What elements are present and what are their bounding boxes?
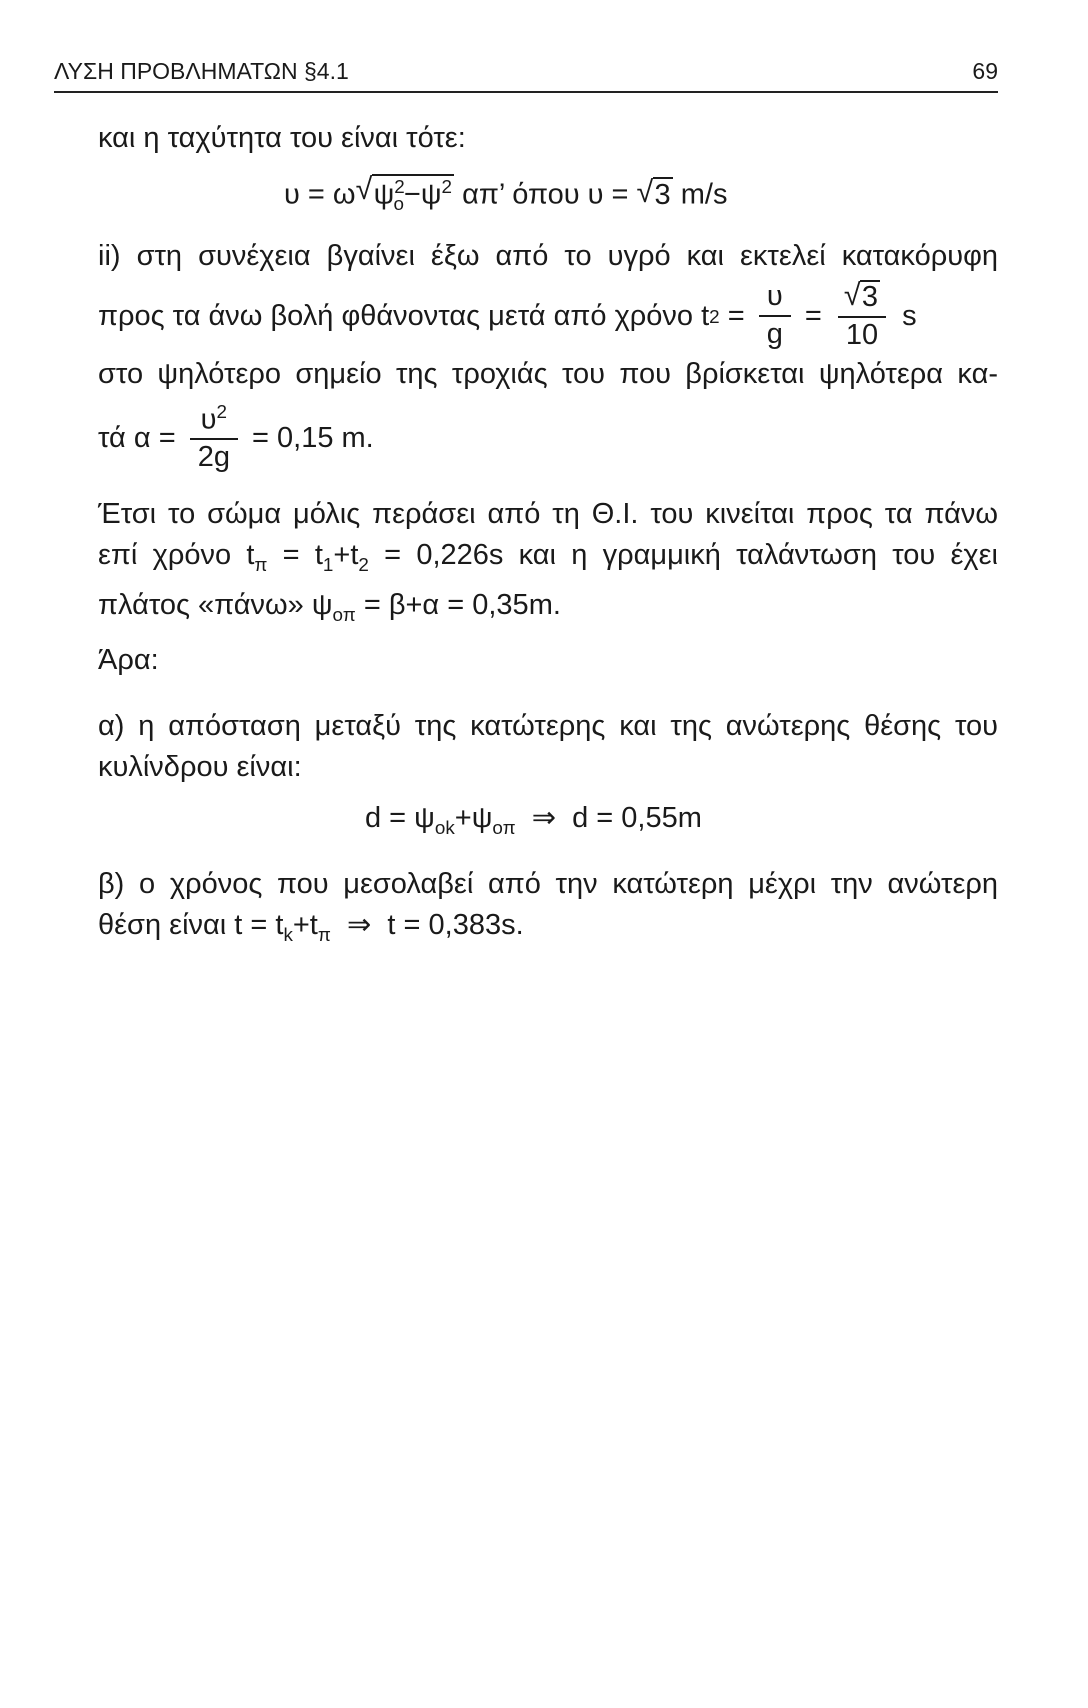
eq-sub: o [393, 193, 404, 215]
eq-text: +t [333, 539, 359, 571]
page-number: 69 [972, 58, 998, 84]
eq-sub: k [283, 923, 293, 945]
eq-text: −ψ [403, 178, 442, 211]
eq-text: πλάτος «πάνω» ψ [98, 588, 333, 621]
eq-sup: 2 [441, 176, 453, 197]
paragraph-ii-line4 [98, 398, 998, 478]
eq-text: ⇒ d = 0,55m [515, 802, 702, 834]
eq-sub: 2 [709, 305, 720, 327]
eq-text: = 0,226s και η γραμμική ταλάντωση του έχει [368, 539, 999, 571]
eq-text: υ = ω [284, 178, 356, 211]
frac-num: υ [766, 280, 783, 313]
header-title: ΛΥΣΗ ΠΡΟΒΛΗΜΑΤΩΝ §4.1 [54, 58, 349, 84]
eq-sub: οπ [332, 603, 356, 625]
eq-text: d = ψ [365, 802, 435, 834]
sqrt-expression [356, 174, 454, 215]
eq-unit: m/s [672, 178, 728, 211]
frac-num [193, 402, 235, 439]
eq-sub: οπ [492, 816, 516, 838]
eq-sub: π [254, 553, 268, 575]
line-text: προς τα άνω βολή φθάνοντας μετά από χρόνο t [98, 299, 710, 332]
frac-num [836, 280, 888, 316]
radicand: 3 [861, 281, 879, 314]
eq-text: επί χρόνο t [98, 539, 255, 571]
line-text: κυλίνδρου είναι: [98, 751, 302, 783]
frac-den: g [759, 315, 791, 351]
radical-sign: √ [843, 278, 861, 313]
sqrt-three [844, 280, 880, 314]
line-text: Έτσι το σώμα μόλις περάσει από τη Θ.Ι. του κινείται προς τα πάνω [98, 498, 998, 530]
line-text: = 0,15 m. [243, 421, 374, 454]
eq-text: ⇒ t = 0,383s. [330, 909, 524, 941]
eq-unit: s [894, 299, 917, 332]
fraction-u-over-g [759, 281, 791, 351]
eq-sup: 2 [394, 176, 405, 197]
eq-text: υ [200, 403, 217, 436]
paragraph-therefore: Άρα: [98, 644, 159, 676]
paragraph-intro: και η ταχύτητα του είναι τότε: [98, 122, 466, 154]
paragraph-so [98, 494, 998, 635]
eq-sub: 2 [358, 553, 369, 575]
fraction-u2-over-2g [190, 402, 238, 474]
eq-sub: 1 [322, 553, 334, 575]
paragraph-ii-line3: στο ψηλότερο σημείο της τροχιάς του που βρίσκεται ψηλότερα κα- [98, 358, 998, 390]
paragraph-alpha [98, 706, 998, 788]
line-text [98, 535, 998, 585]
eq-sub: π [317, 923, 331, 945]
line-text: τά α = [98, 421, 184, 454]
eq-text: +ψ [454, 802, 493, 834]
paragraph-ii-line1: ii) στη συνέχεια βγαίνει έξω από το υγρό και εκτελεί κατακόρυφη [98, 240, 998, 272]
equation-distance [365, 800, 702, 839]
eq-text: θέση είναι t = t [98, 909, 284, 941]
radicand: 3 [654, 178, 671, 211]
radical-sign: √ [355, 172, 373, 206]
equation-velocity [284, 174, 727, 215]
eq-sub: ok [434, 816, 455, 838]
eq-text: απ’ όπου υ = [454, 178, 637, 211]
frac-den: 2g [190, 438, 238, 474]
line-text [98, 905, 998, 955]
eq-sup: 2 [216, 400, 227, 422]
line-text [98, 585, 998, 635]
eq-text: = β+α = 0,35m. [355, 588, 561, 621]
radicand [372, 174, 454, 215]
line-text: β) ο χρόνος που μεσολαβεί από την κατώτερη μέχρι την ανώτερη [98, 868, 998, 900]
running-header [54, 58, 998, 93]
radical-sign: √ [636, 174, 654, 209]
fraction-sqrt3-over-10 [836, 280, 888, 352]
sqrt-three [636, 174, 673, 212]
line-text: α) η απόσταση μεταξύ της κατώτερης και της ανώτερης θέσης του [98, 710, 998, 742]
eq-text: = t [267, 539, 323, 571]
paragraph-ii-line2 [98, 280, 998, 352]
frac-den: 10 [838, 316, 886, 352]
eq-text: = [719, 299, 753, 332]
eq-text: ψ [373, 178, 395, 211]
eq-text: +t [292, 909, 318, 941]
eq-text: = [796, 299, 830, 332]
paragraph-beta [98, 864, 998, 955]
